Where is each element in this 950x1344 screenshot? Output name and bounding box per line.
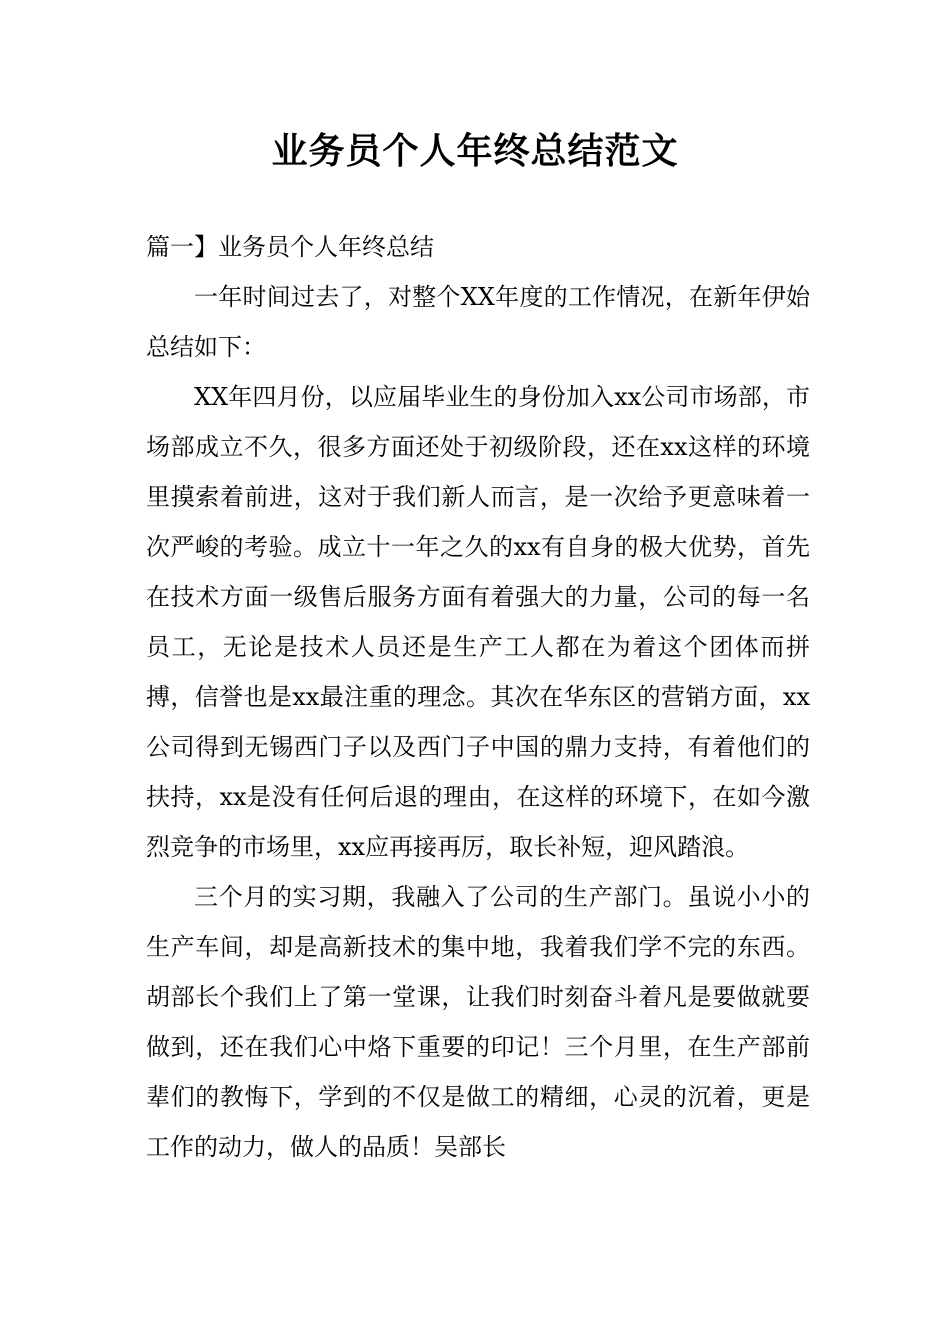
paragraph-intro: 一年时间过去了，对整个XX年度的工作情况，在新年伊始总结如下： bbox=[146, 283, 810, 361]
document-title: 业务员个人年终总结范文 bbox=[271, 131, 679, 172]
paragraph-internship: 三个月的实习期，我融入了公司的生产部门。虽说小小的生产车间，却是高新技术的集中地，我着我们学不完的东西。胡部长个我们上了第一堂课，让我们时刻奋斗着凡是要做就要做到，还在我们心中烙下重要的印记！三个月里，在生产部前辈们的教悔下，学到的不仅是做工的精细，心灵的沉着，更是工作的动力，做人的品质！吴部长 bbox=[146, 883, 810, 1161]
section-heading: 篇一】业务员个人年终总结 bbox=[146, 233, 434, 261]
paragraph-company: XX年四月份，以应届毕业生的身份加入xx公司市场部，市场部成立不久，很多方面还处于初级阶段，还在xx这样的环境里摸索着前进，这对于我们新人而言，是一次给予更意味着一次严峻的考验。成立十一年之久的xx有自身的极大优势，首先在技术方面一级售后服务方面有着强大的力量，公司的每一名员工，无论是技术人员还是生产工人都在为着这个团体而拼搏，信誉也是xx最注重的理念。其次在华东区的营销方面，xx公司得到无锡西门子以及西门子中国的鼎力支持，有着他们的扶持，xx是没有任何后退的理由，在这样的环境下，在如今激烈竞争的市场里，xx应再接再厉，取长补短，迎风踏浪。 bbox=[146, 383, 810, 861]
document-body bbox=[146, 222, 810, 1172]
